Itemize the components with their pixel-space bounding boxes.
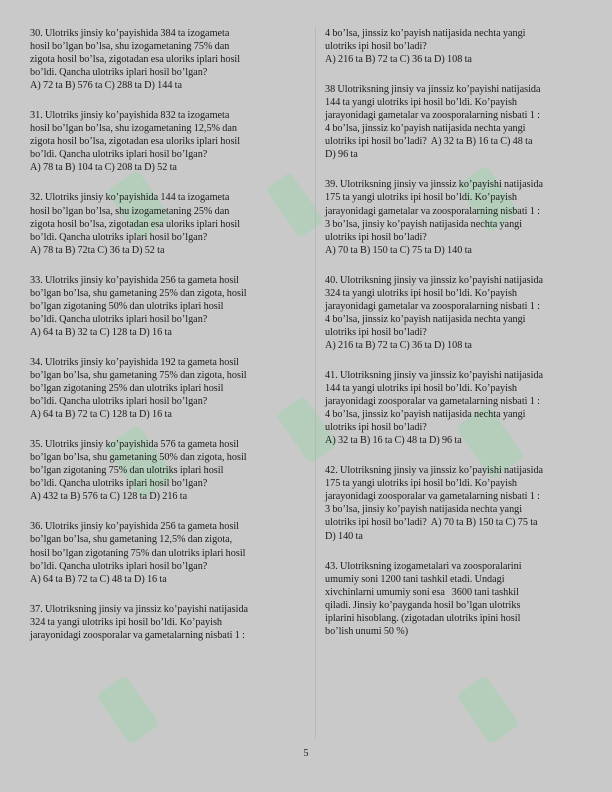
question-line: 324 ta yangi ulotriks ipi hosil bo’ldi. Ko’payish (30, 616, 223, 628)
question-line: jarayonidagi zoosporalar va gametalarning nisbati 1 : (325, 396, 540, 408)
question-line: 144 ta yangi ulotriks ipi hosil bo’ldi. Ko’payish (325, 383, 518, 395)
right-column (325, 27, 589, 655)
answer-options: A) 32 ta B) 16 ta C) 48 ta D) 96 ta (325, 435, 462, 447)
question-line: 3 bo’lsa, jinsiy ko’payish natijasida nechta yangi (325, 218, 523, 230)
question-line: bo’ldi. Qancha ulotriks iplari hosil bo’lgan? (30, 560, 208, 572)
answer-options: A) 432 ta B) 576 ta C) 128 ta D) 216 ta (30, 491, 188, 503)
question-line: 38 Ulotriksning jinsiy va jinssiz ko’payishi natijasida (325, 84, 541, 96)
question-line: bo’ldi. Qancha ulotriks iplari hosil bo’lgan? (30, 149, 208, 161)
answer-options: A) 216 ta B) 72 ta C) 36 ta D) 108 ta (325, 54, 472, 66)
question-line: iplarini hisoblang. (zigotadan ulotriks ipini hosil (325, 612, 521, 624)
question-block (325, 274, 589, 352)
question-line: 4 bo’lsa, jinssiz ko’payish natijasida nechta yangi (325, 28, 526, 39)
question-line: bo’ldi. Qancha ulotriks iplari hosil bo’lgan? (30, 67, 208, 79)
question-line: bo’lgan zigotaning 75% dan ulotriks iplari hosil (30, 465, 224, 477)
question-line: qiladi. Jinsiy ko’payganda hosil bo’lgan ulotriks (325, 599, 521, 611)
question-line: bo’lgan zigotaning 50% dan ulotriks iplari hosil (30, 300, 224, 312)
question-block (30, 27, 308, 92)
question-line: bo’ldi. Qancha ulotriks iplari hosil bo’lgan? (30, 231, 208, 243)
question-line: ulotriks ipi hosil bo’ladi? A) 32 ta B) 16 ta C) 48 ta (325, 136, 533, 148)
question-block (325, 464, 589, 542)
question-block (30, 438, 308, 503)
question-block (30, 603, 308, 642)
answer-options: A) 78 ta B) 104 ta C) 208 ta D) 52 ta (30, 162, 177, 174)
question-line: 35. Ulotriks jinsiy ko’payishida 576 ta gameta hosil (30, 439, 239, 451)
question-line: 40. Ulotriksning jinsiy va jinssiz ko’payishi natijasida (325, 274, 544, 286)
answer-options: D) 140 ta (325, 530, 363, 542)
question-line: 43. Ulotriksning izogametalari va zoosporalarini (325, 560, 522, 572)
question-line: 175 ta yangi ulotriks ipi hosil bo’ldi. Ko’payish (325, 478, 518, 490)
question-line: bo’lgan zigotaning 25% dan ulotriks iplari hosil (30, 383, 224, 395)
answer-options: A) 64 ta B) 32 ta C) 128 ta D) 16 ta (30, 326, 172, 338)
answer-options: A) 70 ta B) 150 ta C) 75 ta D) 140 ta (325, 244, 472, 256)
question-line: bo’lgan bo’lsa, shu gametaning 50% dan zigota, hosil (30, 452, 247, 464)
question-block (30, 274, 308, 339)
question-line: 33. Ulotriks jinsiy ko’payishida 256 ta gameta hosil (30, 274, 239, 286)
question-line: zigota hosil bo’lsa, zigotadan esa uloriks iplari hosil (30, 218, 241, 230)
question-line: bo’ldi. Qancha ulotriks iplari hosil bo’lgan? (30, 313, 208, 325)
question-line: 175 ta yangi ulotriks ipi hosil bo’ldi. Ko’payish (325, 192, 518, 204)
column-divider (315, 27, 316, 739)
question-line: ulotriks ipi hosil bo’ladi? (325, 231, 427, 243)
question-line: ulotriks ipi hosil bo’ladi? (325, 41, 427, 53)
question-line: bo’lish unumi 50 %) (325, 625, 409, 637)
question-line: ulotriks ipi hosil bo’ladi? (325, 326, 427, 338)
question-line: hosil bo’lgan zigotaning 75% dan ulotriks iplari hosil (30, 547, 246, 559)
question-line: 144 ta yangi ulotriks ipi hosil bo’ldi. Ko’payish (325, 97, 518, 109)
question-block (325, 27, 589, 66)
question-line: 34. Ulotriks jinsiy ko’payishida 192 ta gameta hosil (30, 356, 239, 368)
question-line: 31. Ulotriks jinsiy ko’payishida 832 ta izogameta (30, 110, 230, 122)
question-line: zigota hosil bo’lsa, zigotadan esa uloriks iplari hosil (30, 54, 241, 66)
answer-options: A) 72 ta B) 576 ta C) 288 ta D) 144 ta (30, 80, 183, 92)
question-line: jarayonidagi zoosporalar va gametalarning nisbati 1 : (325, 491, 540, 503)
question-line: ulotriks ipi hosil bo’ladi? A) 70 ta B) 150 ta C) 75 ta (325, 517, 538, 529)
question-line: 39. Ulotriksning jinsiy va jinssiz ko’payishi natijasida (325, 179, 544, 191)
question-line: bo’lgan bo’lsa, shu gametaning 12,5% dan zigota, (30, 534, 233, 546)
question-line: 3 bo’lsa, jinsiy ko’payish natijasida nechta yangi (325, 504, 523, 516)
left-column (30, 27, 308, 659)
question-block (325, 369, 589, 447)
question-line: 37. Ulotriksning jinsiy va jinssiz ko’payishi natijasida (30, 603, 249, 615)
question-line: 4 bo’lsa, jinssiz ko’payish natijasida nechta yangi (325, 313, 526, 325)
question-line: jarayonidagi gametalar va zoosporalarning nisbati 1 : (325, 110, 540, 122)
question-line: 4 bo’lsa, jinssiz ko’payish natijasida nechta yangi (325, 123, 526, 135)
question-line: hosil bo’lgan bo’lsa, shu izogametaning 75% dan (30, 41, 230, 53)
question-line: bo’lgan bo’lsa, shu gametaning 75% dan zigota, hosil (30, 369, 247, 381)
question-line: hosil bo’lgan bo’lsa, shu izogametaning 25% dan (30, 205, 230, 217)
question-line: 4 bo’lsa, jinssiz ko’payish natijasida nechta yangi (325, 409, 526, 421)
answer-options: A) 64 ta B) 72 ta C) 48 ta D) 16 ta (30, 573, 167, 585)
question-line: zigota hosil bo’lsa, zigotadan esa uloriks iplari hosil (30, 136, 241, 148)
question-line: ulotriks ipi hosil bo’ladi? (325, 422, 427, 434)
question-line: 324 ta yangi ulotriks ipi hosil bo’ldi. Ko’payish (325, 287, 518, 299)
question-line: umumiy soni 1200 tani tashkil etadi. Undagi (325, 573, 505, 585)
question-line: 36. Ulotriks jinsiy ko’payishida 256 ta gameta hosil (30, 521, 239, 533)
question-line: 30. Ulotriks jinsiy ko’payishida 384 ta izogameta (30, 28, 230, 39)
answer-options: A) 78 ta B) 72ta C) 36 ta D) 52 ta (30, 244, 165, 256)
question-line: 32. Ulotriks jinsiy ko’payishida 144 ta izogameta (30, 192, 230, 204)
question-line: bo’ldi. Qancha ulotriks iplari hosil bo’lgan? (30, 478, 208, 490)
page-number: 5 (303, 748, 309, 759)
question-block (30, 356, 308, 421)
question-block (325, 83, 589, 161)
question-line: bo’ldi. Qancha ulotriks iplari hosil bo’lgan? (30, 396, 208, 408)
answer-options: A) 64 ta B) 72 ta C) 128 ta D) 16 ta (30, 409, 172, 421)
question-line: hosil bo’lgan bo’lsa, shu izogametaning 12,5% dan (30, 123, 238, 135)
question-line: jarayonidagi gametalar va zoosporalarning nisbati 1 : (325, 205, 540, 217)
question-line: jarayonidagi zoosporalar va gametalarning nisbati 1 : (30, 629, 245, 641)
question-line: bo’lgan bo’lsa, shu gametaning 25% dan zigota, hosil (30, 287, 247, 299)
question-line: xivchinlarni umumiy soni esa 3600 tani tashkil (325, 586, 519, 598)
answer-options: A) 216 ta B) 72 ta C) 36 ta D) 108 ta (325, 339, 472, 351)
question-block (325, 178, 589, 256)
question-block (30, 191, 308, 256)
question-line: 41. Ulotriksning jinsiy va jinssiz ko’payishi natijasida (325, 369, 544, 381)
question-block (30, 109, 308, 174)
question-block (30, 520, 308, 585)
question-block (325, 560, 589, 638)
answer-options: D) 96 ta (325, 149, 358, 161)
question-line: jarayonidagi gametalar va zoosporalarning nisbati 1 : (325, 300, 540, 312)
question-line: 42. Ulotriksning jinsiy va jinssiz ko’payishi natijasida (325, 465, 544, 477)
